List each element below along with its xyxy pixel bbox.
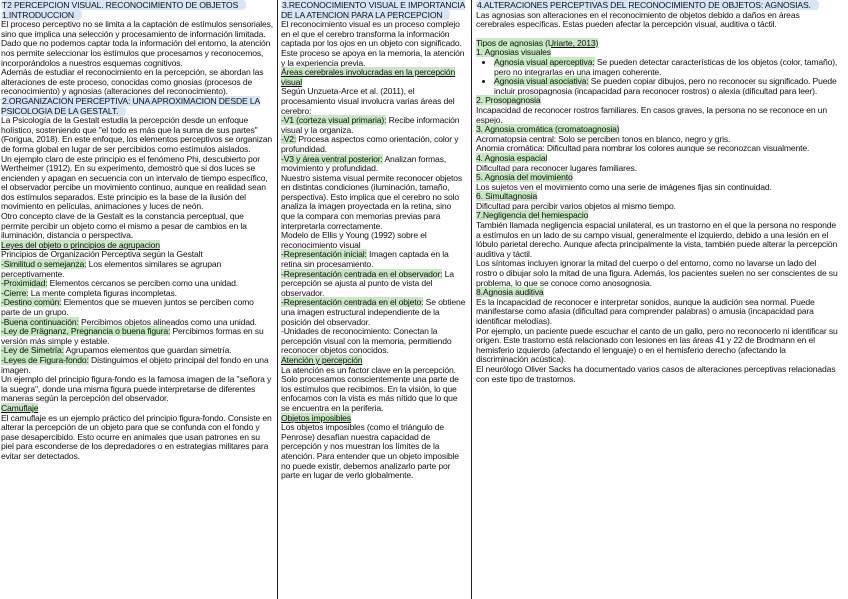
agnosia-type-heading: 3. Agnosia cromática (cromatoagnosia) bbox=[476, 124, 620, 135]
section-title-recognition: 3.RECONOCIMIENTO VISUAL E IMPORTANCIA DE LA ATENCION PARA LA PERCEPCION bbox=[281, 0, 466, 20]
subheading-brain-areas: Áreas cerebrales involucradas en la percepción visual bbox=[281, 67, 456, 87]
paragraph: Principios de Organización Perceptiva según la Gestalt bbox=[1, 249, 203, 260]
list-item: -Ley de Prägnanz, Pregnancia o buena figura: Percibimos formas en su versión más simple y estable. bbox=[1, 326, 264, 346]
paragraph: El reconocimiento visual es un proceso complejo en el que el cerebro transforma la información captada por los ojos en un objeto con significado. Este proceso se apoya en la memoria, la atención y la experiencia previa. bbox=[281, 19, 465, 68]
list-item: • Agnosia visual asociativa: Se pueden copiar dibujos, pero no reconocer su significado. Puede incluir prosopagnosia (incapacidad para reconocer rostros) o alexia (dificultad para leer). bbox=[494, 77, 839, 96]
subheading-laws: Leyes del objeto o principios de agrupacion bbox=[1, 239, 160, 250]
paragraph: Además de estudiar el reconocimiento en la percepción, se abordan las alteraciones de este proceso, conocidas como gnosias (procesos de reconocimiento) y agnosias (alteraciones del reconocimiento). bbox=[1, 67, 264, 97]
paragraph: Un ejemplo del principio figura-fondo es la famosa imagen de la "señora y la suegra", donde una misma figura puede interpretarse de diferentes maneras según la percepción del observador. bbox=[1, 374, 272, 404]
paragraph: La atención es un factor clave en la percepción. Solo procesamos conscientemente una parte de los estímulos que recibimos. En la visión, lo que enfocamos con la vista es más nítido que lo que se encuentra en la periferia. bbox=[281, 364, 459, 413]
agnosia-type-heading: 5. Agnosia del movimiento bbox=[476, 172, 573, 183]
paragraph: Dificultad para percibir varios objetos al mismo tiempo. bbox=[476, 200, 676, 211]
subheading-types: Tipos de agnosias (Uriarte, 2013) bbox=[476, 37, 599, 48]
paragraph: Nuestro sistema visual permite reconocer objetos en distintas condiciones (iluminación, tamaño, perspectiva). Esto implica que el cerebro no solo analiza la imagen proyectada en la retina, sino que la compara con memorias previas para interpretarla correctamente. bbox=[281, 172, 462, 231]
paragraph: Los objetos imposibles (como el triángulo de Penrose) desafían nuestra capacidad de percepción y nos muestran los límites de la atención. Para entender que un objeto imposible no puede existir, debemos analizarlo parte por parte en lugar de verlo globalmente. bbox=[281, 422, 459, 481]
paragraph: Un ejemplo claro de este principio es el fenómeno Phi, descubierto por Wertheimer (1912). En su experimento, demostró que si dos luces se encienden y apagan en secuencia con un intervalo de tiempo específico, el observador percibe un movimiento continuo, aunque en realidad sean dos estímulos separados. Este principio es la base de la ilusión del movimiento en películas, animaciones y luces de neón. bbox=[1, 153, 268, 212]
list-item: -Representación centrada en el objeto: Se obtiene una imagen estructural independiente de la posición del observador. bbox=[281, 297, 466, 327]
paragraph: También llamada negligencia espacial unilateral, es un trastorno en el que la persona no responde a estímulos en un lado de su campo visual, generalmente el izquierdo, debido a una lesión en el lóbulo parietal derecho. Aunque afecta principalmente la vista, también puede alterar la percepción auditiva y táctil. bbox=[476, 220, 838, 259]
section-title-main: T2 PERCEPCION VISUAL. RECONOCIMIENTO DE OBJETOS bbox=[1, 0, 246, 10]
agnosia-type-heading: 1. Agnosias visuales bbox=[476, 47, 551, 58]
list-item: -Destino común: Elementos que se mueven juntos se perciben como parte de un grupo. bbox=[1, 297, 254, 317]
paragraph: Dificultad para reconocer lugares familiares. bbox=[476, 162, 637, 173]
agnosia-type-heading: 8.Agnosia auditiva bbox=[476, 287, 544, 298]
list-item: -Cierre: La mente completa figuras incompletas. bbox=[1, 287, 177, 298]
list-item: -V3 y área ventral posterior: Analizan formas, movimiento y profundidad. bbox=[281, 153, 447, 174]
paragraph: Otro concepto clave de la Gestalt es la constancia perceptual, que permite percibir un objeto como el mismo a pesar de cambios en la iluminación, distancia o perspectiva. bbox=[1, 211, 247, 241]
column-agnosias bbox=[471, 0, 841, 599]
list-item: -Unidades de reconocimiento: Conectan la percepción visual con la memoria, permitiendo reconocer objetos conocidos. bbox=[281, 326, 452, 356]
column-gestalt bbox=[0, 0, 276, 599]
subheading-impossible-objects: Objetos imposibles bbox=[281, 412, 351, 423]
list-item: -Buena continuación: Percibimos objetos alineados como una unidad. bbox=[1, 316, 257, 327]
paragraph: Los sujetos ven el movimiento como una serie de imágenes fijas sin continuidad. bbox=[476, 181, 772, 192]
paragraph: El proceso perceptivo no se limita a la captación de estímulos sensoriales, sino que implica una selección y procesamiento de información limitada. Dado que no podemos captar toda la información del entorno, la atención nos permite seleccionar los estímulos que procesamos y reconocemos, incorporándolos a nuestros esquemas cognitivos. bbox=[1, 19, 274, 68]
paragraph: Anomia cromática: Dificultad para nombrar los colores aunque se reconozcan visualmente. bbox=[476, 143, 810, 154]
paragraph: El neurólogo Oliver Sacks ha documentado varios casos de alteraciones perceptivas relacionadas con este tipo de trastornos. bbox=[476, 363, 836, 384]
paragraph: Modelo de Ellis y Young (1992) sobre el reconocimiento visual bbox=[281, 230, 427, 250]
list-item: -V1 (corteza visual primaria): Recibe información visual y la organiza. bbox=[281, 115, 460, 135]
agnosia-type-heading: 6. Simultagnosia bbox=[476, 191, 538, 202]
paragraph: Por ejemplo, un paciente puede escuchar el canto de un gallo, pero no reconocerlo ni identificar su origen. Este trastorno está relacionado con lesiones en las áreas 41 y 22 de Brodmann en el hemisferio izquierdo (afectando el lenguaje) o en el hemisferio derecho (afectando la discriminación acústica). bbox=[476, 325, 838, 365]
list-item: -Proximidad: Elementos cercanos se perciben como una unidad. bbox=[1, 278, 239, 289]
subheading-camouflage: Camuflaje bbox=[1, 402, 39, 413]
list-item: -Ley de Simetría: Agrupamos elementos que guardan simetría. bbox=[1, 345, 232, 356]
list-item: -V2: Procesa aspectos como orientación, color y profundidad. bbox=[281, 134, 459, 154]
agnosia-type-heading: 4. Agnosia espacial bbox=[476, 152, 548, 163]
section-title-agnosias: 4.ALTERACIONES PERCEPTIVAS DEL RECONOCIMIENTO DE OBJETOS: AGNOSIAS. bbox=[476, 0, 819, 10]
column-recognition bbox=[277, 0, 469, 599]
list-item: -Leyes de Figura-fondo: Distinguimos el objeto principal del fondo en una imagen. bbox=[1, 354, 269, 375]
agnosia-type-heading: 2. Prosopagnosia bbox=[476, 95, 541, 106]
agnosia-type-heading: 7.Negligencia del hemiespacio bbox=[476, 210, 589, 221]
paragraph: Acromatopsia central: Solo se perciben tonos en blanco, negro y gris. bbox=[476, 133, 731, 144]
list-item: -Representación inicial: Imagen captada en la retina sin procesamiento. bbox=[281, 249, 449, 270]
section-title-intro: 1.INTRODUCCION bbox=[1, 10, 82, 20]
list-item: -Representación centrada en el observador: La percepción se ajusta al punto de vista del observador. bbox=[281, 268, 454, 298]
paragraph: Según Unzueta-Arce et al. (2011), el procesamiento visual involucra varias áreas del cerebro: bbox=[281, 86, 455, 116]
list-item: -Similitud o semejanza: Los elementos similares se agrupan perceptivamente. bbox=[1, 259, 222, 279]
paragraph: El camuflaje es un ejemplo práctico del principio figura-fondo. Consiste en alterar la percepción de un objeto para que se confunda con el fondo y pase desapercibido. Esto ocurre en animales que usan patrones en su piel para esconderse de los depredadores o en estrategias militares para evitar ser detectados. bbox=[1, 412, 272, 461]
paragraph: Los síntomas incluyen ignorar la mitad del cuerpo o del entorno, como no lavarse un lado del rostro o dibujar solo la mitad de una figura. Además, los pacientes suelen no ser conscientes de su problema, lo que se conoce como anosognosia. bbox=[476, 258, 838, 288]
paragraph: Incapacidad de reconocer rostros familiares. En casos graves, la persona no se reconoce en un espejo. bbox=[476, 104, 828, 125]
paragraph: Es la incapacidad de reconocer e interpretar sonidos, aunque la audición sea normal. Puede manifestarse como afasia (dificultad para comprender palabras) o amusia (incapacidad para identificar melodías). bbox=[476, 296, 815, 326]
paragraph: Las agnosias son alteraciones en el reconocimiento de objetos debido a daños en áreas cerebrales específicas. Estas pueden afectar la percepción visual, auditiva o táctil. bbox=[476, 9, 800, 30]
subheading-attention: Atención y percepción bbox=[281, 354, 363, 365]
section-title-gestalt: 2.ORGANIZACION PERCEPTIVA: UNA APROXIMACION DESDE LA PSICOLOGIA DE LA GESTALT. bbox=[1, 95, 261, 116]
paragraph: La Psicología de la Gestalt estudia la percepción desde un enfoque holístico, sosteniendo que "el todo es más que la suma de sus partes" (Forigua, 2018). En este enfoque, los elementos perceptivos se organizan de forma global en lugar de ser percibidos como estímulos aislados. bbox=[1, 115, 273, 154]
list-item: • Agnosia visual aperceptiva: Se pueden detectar características de los objetos (color, tamaño), pero no integrarlas en una imagen coherente. bbox=[494, 58, 839, 77]
